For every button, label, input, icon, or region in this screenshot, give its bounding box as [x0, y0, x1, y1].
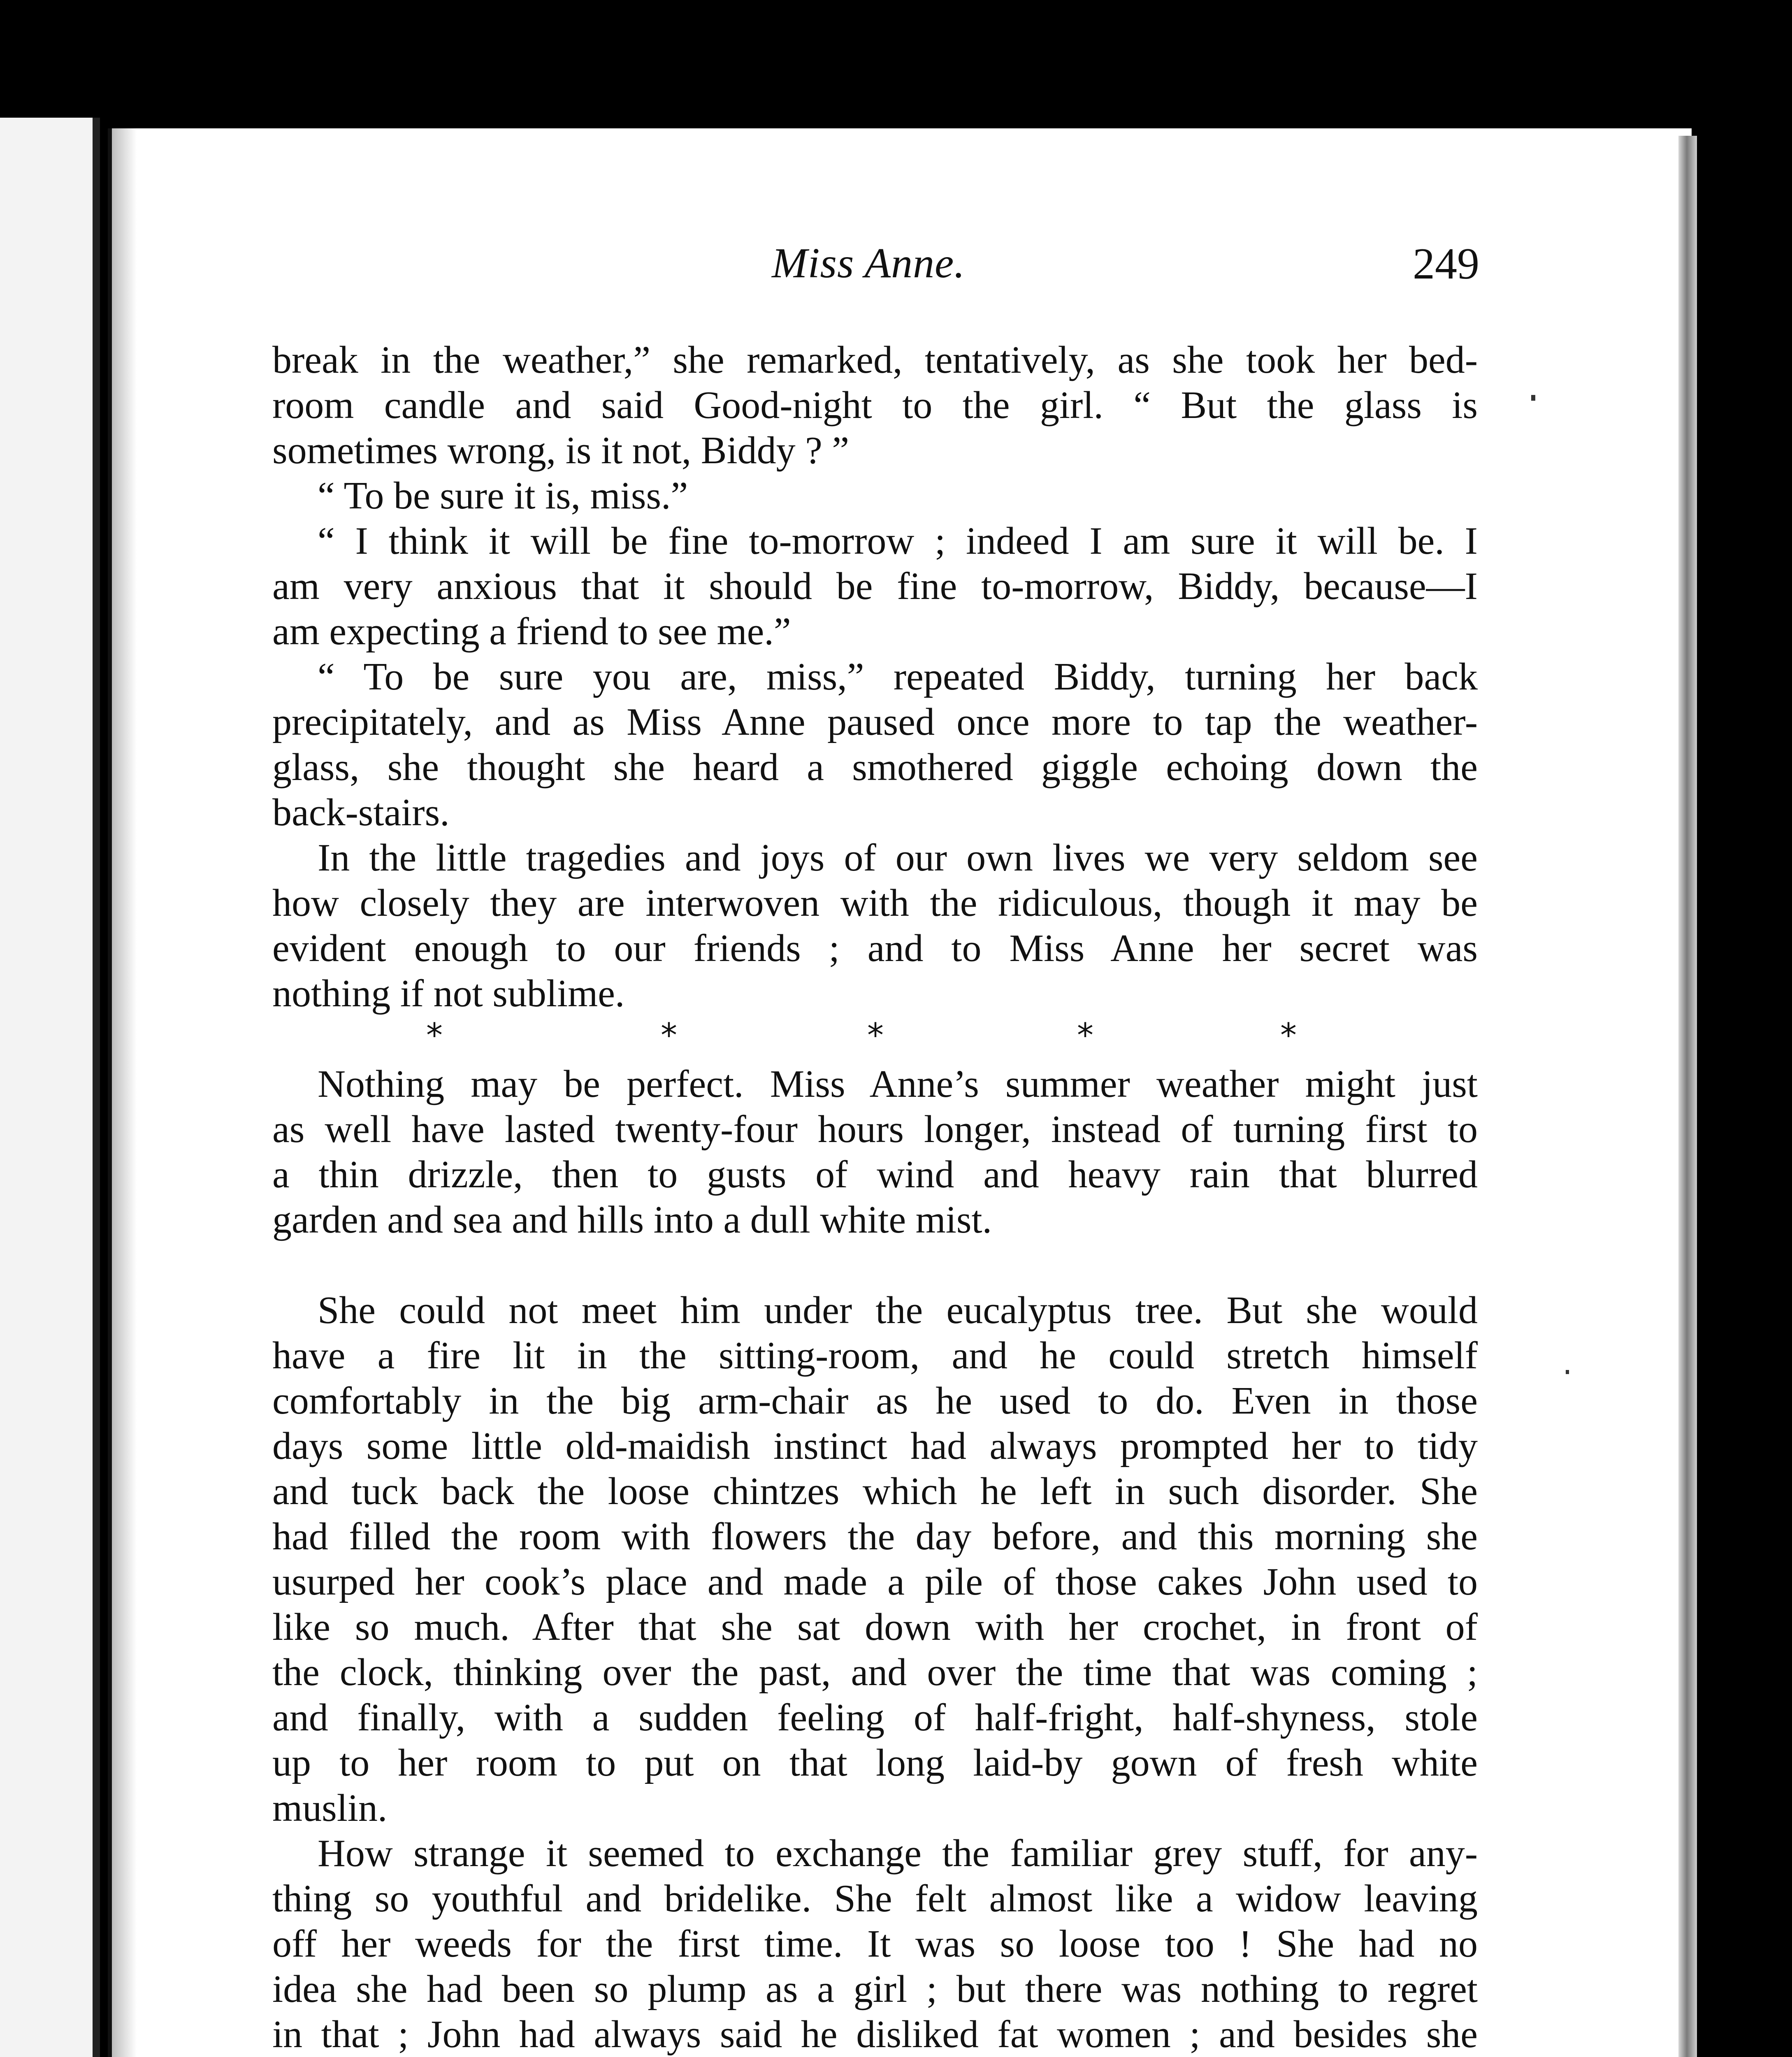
divider-star: * [867, 1016, 884, 1054]
text-line: a thin drizzle, then to gusts of wind and heavy rain that blurred [272, 1153, 1478, 1196]
text-line: precipitately, and as Miss Anne paused once more to tap the weather- [272, 701, 1478, 743]
text-line: nothing if not sublime. [272, 972, 625, 1015]
text-line: break in the weather,” she remarked, tentatively, as she took her bed- [272, 339, 1478, 381]
text-line: glass, she thought she heard a smothered giggle echoing down the [272, 746, 1478, 789]
text-line: am expecting a friend to see me.” [272, 610, 791, 653]
text-line: back-stairs. [272, 791, 450, 834]
text-line: muslin. [272, 1787, 388, 1829]
text-line: as well have lasted twenty-four hours longer, instead of turning first to [272, 1108, 1478, 1151]
scan-speck [1566, 1370, 1569, 1374]
text-line: days some little old-maidish instinct had always prompted her to tidy [272, 1425, 1478, 1467]
divider-star: * [426, 1016, 443, 1054]
divider-star: * [1077, 1016, 1093, 1054]
text-line: and finally, with a sudden feeling of half-fright, half-shyness, stole [272, 1696, 1478, 1739]
text-line: how closely they are interwoven with the ridiculous, though it may be [272, 882, 1478, 924]
scan-speck [1531, 395, 1535, 401]
page-right-edge [1678, 136, 1697, 2057]
text-line: usurped her cook’s place and made a pile of those cakes John used to [272, 1560, 1478, 1603]
binding-shadow [112, 128, 137, 2057]
text-line: idea she had been so plump as a girl ; but there was nothing to regret [272, 1968, 1478, 2011]
text-line: “ To be sure you are, miss,” repeated Biddy, turning her back [318, 655, 1478, 698]
text-line: evident enough to our friends ; and to Miss Anne her secret was [272, 927, 1478, 970]
divider-star: * [1280, 1016, 1297, 1054]
text-line: comfortably in the big arm-chair as he used to do. Even in those [272, 1379, 1478, 1422]
text-line: room candle and said Good-night to the girl. “ But the glass is [272, 384, 1478, 427]
section-divider [0, 1016, 1792, 1054]
text-line: In the little tragedies and joys of our own lives we very seldom see [318, 836, 1478, 879]
text-line: in that ; John had always said he disliked fat women ; and besides she [272, 2013, 1478, 2056]
text-line: sometimes wrong, is it not, Biddy ? ” [272, 429, 850, 472]
text-line: thing so youthful and bridelike. She felt almost like a widow leaving [272, 1877, 1478, 1920]
left-page-edge [0, 118, 100, 2057]
text-line: “ To be sure it is, miss.” [318, 474, 688, 517]
text-line: had filled the room with flowers the day before, and this morning she [272, 1515, 1478, 1558]
text-line: garden and sea and hills into a dull white mist. [272, 1198, 992, 1241]
text-line: Nothing may be perfect. Miss Anne’s summer weather might just [318, 1063, 1478, 1105]
text-line: up to her room to put on that long laid-by gown of fresh white [272, 1741, 1478, 1784]
divider-star: * [661, 1016, 677, 1054]
text-line: “ I think it will be fine to-morrow ; indeed I am sure it will be. I [318, 520, 1478, 562]
text-line: How strange it seemed to exchange the familiar grey stuff, for any- [318, 1832, 1478, 1875]
text-line: She could not meet him under the eucalyptus tree. But she would [318, 1289, 1478, 1332]
text-line: and tuck back the loose chintzes which he left in such disorder. She [272, 1470, 1478, 1513]
text-line: like so much. After that she sat down with her crochet, in front of [272, 1606, 1478, 1648]
text-line: off her weeds for the first time. It was so loose too ! She had no [272, 1922, 1478, 1965]
page-number: 249 [1413, 239, 1479, 288]
running-head: Miss Anne. [772, 239, 966, 287]
text-line: the clock, thinking over the past, and over the time that was coming ; [272, 1651, 1478, 1694]
text-line: am very anxious that it should be fine to-morrow, Biddy, because—I [272, 565, 1478, 608]
text-line: have a fire lit in the sitting-room, and he could stretch himself [272, 1334, 1478, 1377]
